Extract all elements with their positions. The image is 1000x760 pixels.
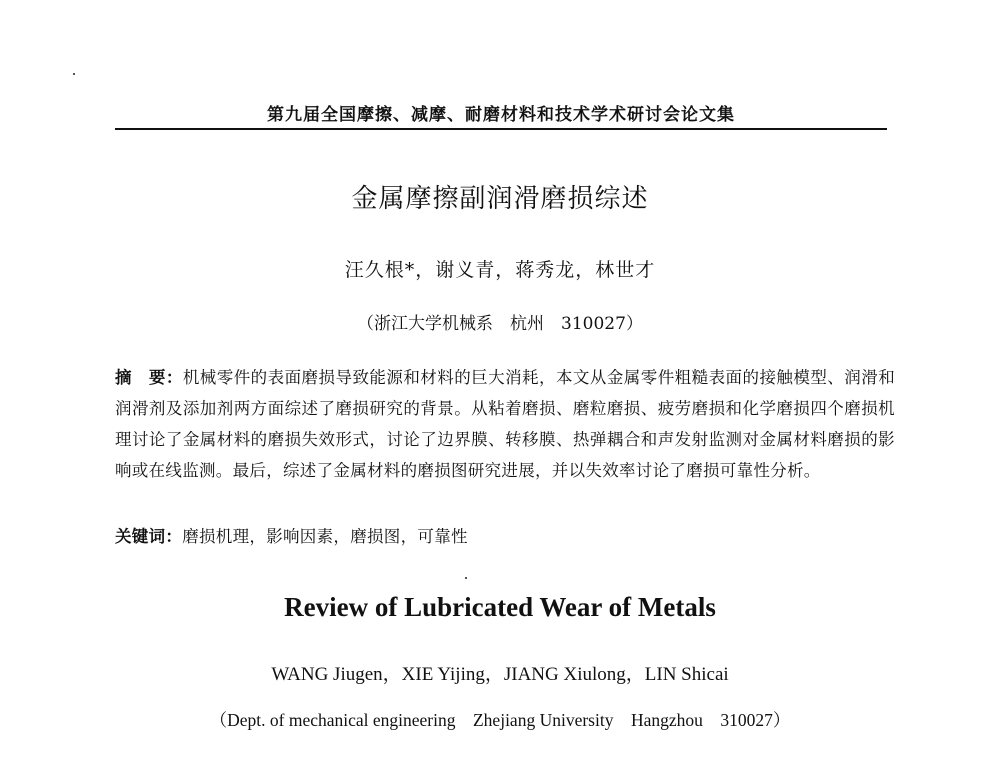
authors-en: WANG Jiugen，XIE Yijing，JIANG Xiulong，LIN Shicai [271, 664, 729, 685]
header-rule [115, 128, 887, 130]
keywords-label: 关键词： [115, 527, 183, 546]
authors-cn: 汪久根*，谢义青，蒋秀龙，林世才 [344, 259, 656, 281]
keywords-text: 磨损机理，影响因素，磨损图，可靠性 [182, 527, 468, 546]
paper-title-en: Review of Lubricated Wear of Metals [284, 592, 716, 622]
abstract-label: 摘 要： [115, 368, 183, 387]
affiliation-en: （Dept. of mechanical engineering Zhejiang University Hangzhou 310027） [209, 710, 791, 730]
affiliation-cn: （浙江大学机械系 杭州 310027） [357, 314, 643, 334]
running-header: 第九届全国摩擦、减摩、耐磨材料和技术学术研讨会论文集 [267, 105, 735, 125]
keywords [115, 521, 895, 552]
scan-speck [465, 577, 467, 579]
scan-speck [73, 73, 75, 75]
abstract-text: 机械零件的表面磨损导致能源和材料的巨大消耗，本文从金属零件粗糙表面的接触模型、润滑和润滑剂及添加剂两方面综述了磨损研究的背景。从粘着磨损、磨粒磨损、疲劳磨损和化学磨损四个磨损机理讨论了金属材料的磨损失效形式，讨论了边界膜、转移膜、热弹耦合和声发射监测对金属材料磨损的影响或在线监测。最后，综述了金属材料的磨损图研究进展，并以失效率讨论了磨损可靠性分析。 [115, 368, 895, 480]
abstract [115, 362, 895, 486]
paper-title-cn: 金属摩擦副润滑磨损综述 [351, 184, 649, 214]
